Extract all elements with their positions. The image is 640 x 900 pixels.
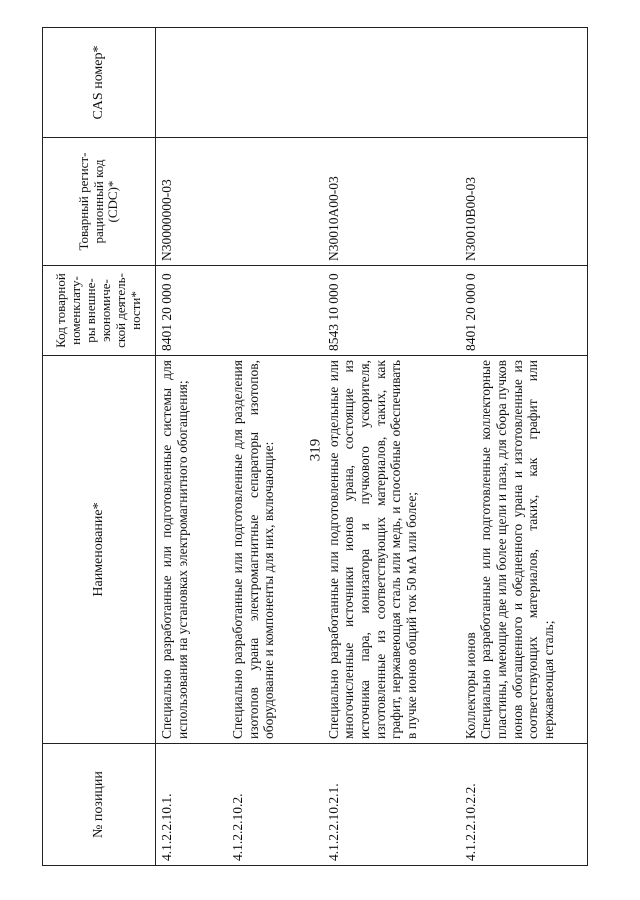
- header-position: № позиции: [43, 744, 156, 866]
- name-heading: Коллекторы ионов: [462, 632, 478, 739]
- name-text: Специально разработанные или подготовленные коллекторные пластины, имеющие две или более щели и паза, для сбора пучков ионов обогащенного и обедненного урана и изготовленные из соответствующих материалов, таких, как графит или нержавеющая сталь;: [478, 360, 556, 739]
- cas-cell: [460, 28, 588, 138]
- cdc-cell: [227, 138, 322, 266]
- cas-cell: [323, 28, 460, 138]
- table-row: [323, 28, 460, 866]
- tn-ved-cell: [227, 266, 322, 356]
- cdc-cell: N30000000-03: [156, 138, 228, 266]
- table-row: [156, 28, 228, 866]
- cas-cell: [227, 28, 322, 138]
- name-cell: [227, 356, 322, 744]
- header-name: Наименование*: [43, 356, 156, 744]
- cas-cell: [156, 28, 228, 138]
- position-cell: 4.1.2.2.10.2.1.: [323, 744, 460, 866]
- header-cas: CAS номер*: [43, 28, 156, 138]
- name-cell: [460, 356, 588, 744]
- page-number: 319: [307, 438, 324, 462]
- table-header-row: [43, 28, 156, 866]
- goods-table: [42, 27, 588, 866]
- tn-ved-cell: 8543 10 000 0: [323, 266, 460, 356]
- tn-ved-cell: 8401 20 000 0: [156, 266, 228, 356]
- position-cell: 4.1.2.2.10.1.: [156, 744, 228, 866]
- table-row: [460, 28, 588, 866]
- name-cell: [323, 356, 460, 744]
- tn-ved-cell: 8401 20 000 0: [460, 266, 588, 356]
- cdc-cell: N30010A00-03: [323, 138, 460, 266]
- position-cell: 4.1.2.2.10.2.: [227, 744, 322, 866]
- name-text: Специально разработанные или подготовленные системы для использования на установках электромагнитного обогащения;: [159, 360, 190, 739]
- cdc-cell: N30010B00-03: [460, 138, 588, 266]
- name-text: Специально разработанные или подготовленные для разделения изотопов урана электромагнитные сепараторы изотопов, оборудование и компоненты для них, включающие:: [230, 360, 277, 739]
- name-text: Специально разработанные или подготовленные отдельные или многочисленные источники ионов урана, состоящие из источника пара, ионизатора и пучкового ускорителя, изготовленные из соответствующих материалов, таких, как графит, нержавеющая сталь или медь, и способные обеспечивать в пучке ионов общий ток 50 мА или более;: [325, 360, 419, 739]
- position-cell: 4.1.2.2.10.2.2.: [460, 744, 588, 866]
- name-cell: [156, 356, 228, 744]
- table-row: [227, 28, 322, 866]
- header-cdc: Товарный регист-рационный код (CDC)*: [43, 138, 156, 266]
- header-tn-ved: Код товарной номенклату-ры внешне-экономиче-ской деятель-ности*: [43, 266, 156, 356]
- rotated-table-container: [42, 28, 588, 866]
